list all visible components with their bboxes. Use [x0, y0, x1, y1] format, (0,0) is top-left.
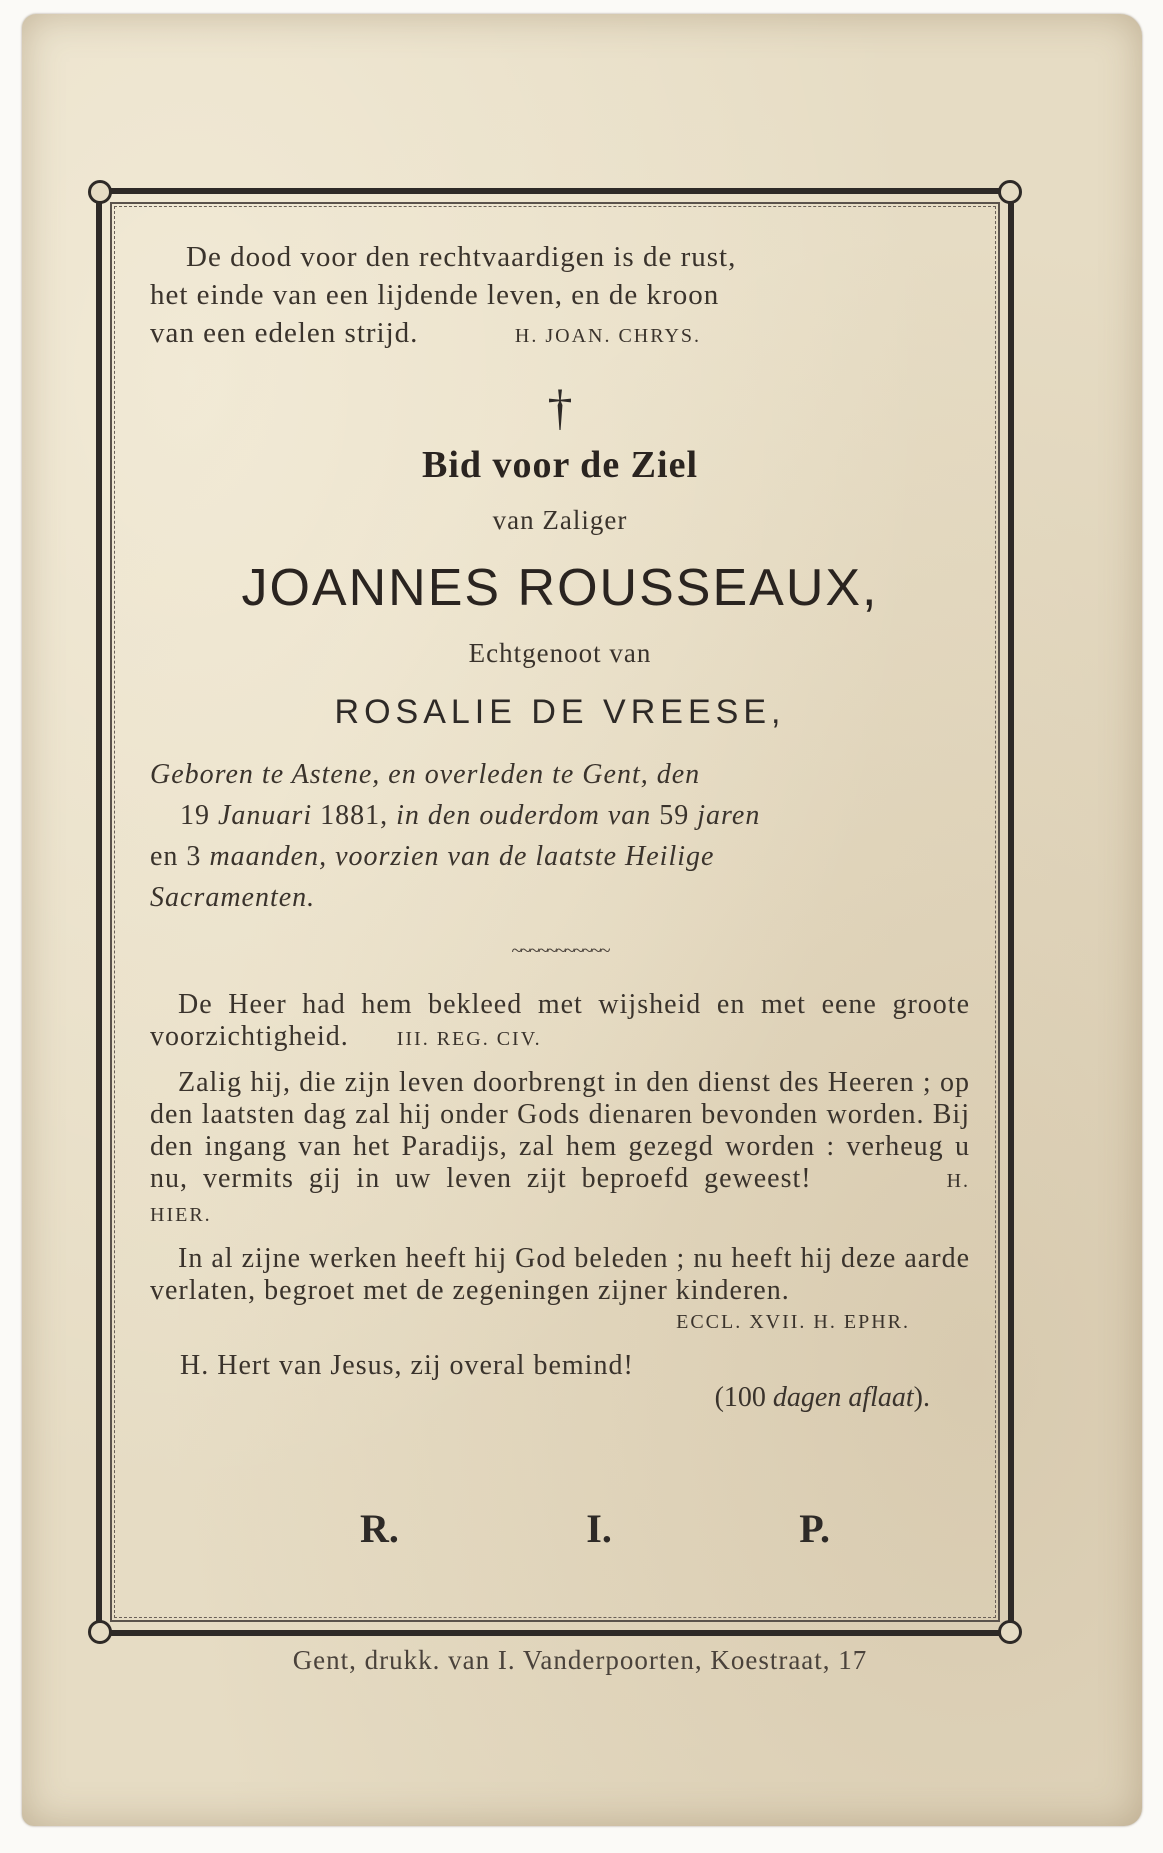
biography: [150, 754, 970, 918]
rip-letters: [150, 1505, 830, 1552]
quote-source: H. JOAN. CHRYS.: [514, 325, 702, 347]
printer-imprint: Gent, drukk. van I. Vanderpoorten, Koestraat, 17: [292, 1645, 868, 1675]
indulgence-close: ).: [913, 1382, 930, 1413]
rip-letter: I.: [586, 1506, 612, 1551]
spouse-label: Echtgenoot van: [468, 638, 652, 668]
rip-letter: R.: [360, 1506, 399, 1551]
verse-text: Zalig hij, die zijn leven doorbrengt in den dienst des Heeren ; op den laatsten dag zal hij onder Gods dienaren bevonden worden. Bij den ingang van het Paradijs, zal hem gezegd worden : verheug u nu, vermits gij in uw leven zijt beproefd geweest!: [150, 1067, 970, 1194]
bio-age-text: in den ouderdom van: [396, 800, 652, 831]
verse: [150, 1243, 970, 1307]
indulgence: [150, 1382, 970, 1414]
cross-icon: †: [547, 379, 573, 435]
bio-sacraments: maanden, voorzien van de laatste Heilige: [209, 841, 715, 872]
verse: [150, 989, 970, 1055]
verse-text: De Heer had hem bekleed met wijsheid en met eene groote voorzichtigheid.: [150, 989, 970, 1052]
bio-months-num: en 3: [150, 841, 202, 872]
bio-years: jaren: [697, 800, 761, 831]
spouse-name: ROSALIE DE VREESE,: [334, 693, 786, 731]
opening-quote: [150, 238, 970, 355]
bio-day: 19: [180, 800, 210, 831]
deceased-name: JOANNES ROUSSEAUX,: [241, 559, 879, 617]
corner-ornament: [998, 1620, 1022, 1644]
indulgence-italic: dagen aflaat: [772, 1382, 914, 1413]
divider-ornament: ~~~~~~~~~~~: [511, 940, 609, 962]
bio-year: 1881,: [320, 800, 389, 831]
corner-ornament: [88, 180, 112, 204]
quote-line: het einde van een lijdende leven, en de kroon: [150, 279, 720, 311]
bio-line: Sacramenten.: [150, 882, 316, 913]
bio-month: Januari: [218, 800, 313, 831]
verse-text: In al zijne werken heeft hij God beleden ; nu heeft hij deze aarde verlaten, begroet met de zegeningen zijner kinderen.: [150, 1243, 970, 1306]
subheading: van Zaliger: [492, 505, 628, 535]
corner-ornament: [88, 1620, 112, 1644]
verse-ref: H. HIER.: [150, 1170, 971, 1226]
rip-letter: P.: [799, 1506, 830, 1551]
invocation: H. Hert van Jesus, zij overal bemind!: [180, 1350, 634, 1381]
verse-ref: ECCL. XVII. H. EPHR.: [676, 1311, 910, 1333]
prayer-heading: Bid voor de Ziel: [421, 444, 699, 486]
quote-line: De dood voor den rechtvaardigen is de rust,: [186, 241, 737, 273]
verse: [150, 1067, 970, 1231]
card-text: [150, 238, 970, 1414]
verse-ref: III. REG. CIV.: [396, 1028, 542, 1050]
bio-line: Geboren te Astene, en overleden te Gent, den: [150, 759, 701, 790]
quote-line: van een edelen strijd.: [150, 317, 419, 349]
corner-ornament: [998, 180, 1022, 204]
indulgence-open: (100: [714, 1382, 773, 1413]
bio-age: 59: [659, 800, 690, 831]
